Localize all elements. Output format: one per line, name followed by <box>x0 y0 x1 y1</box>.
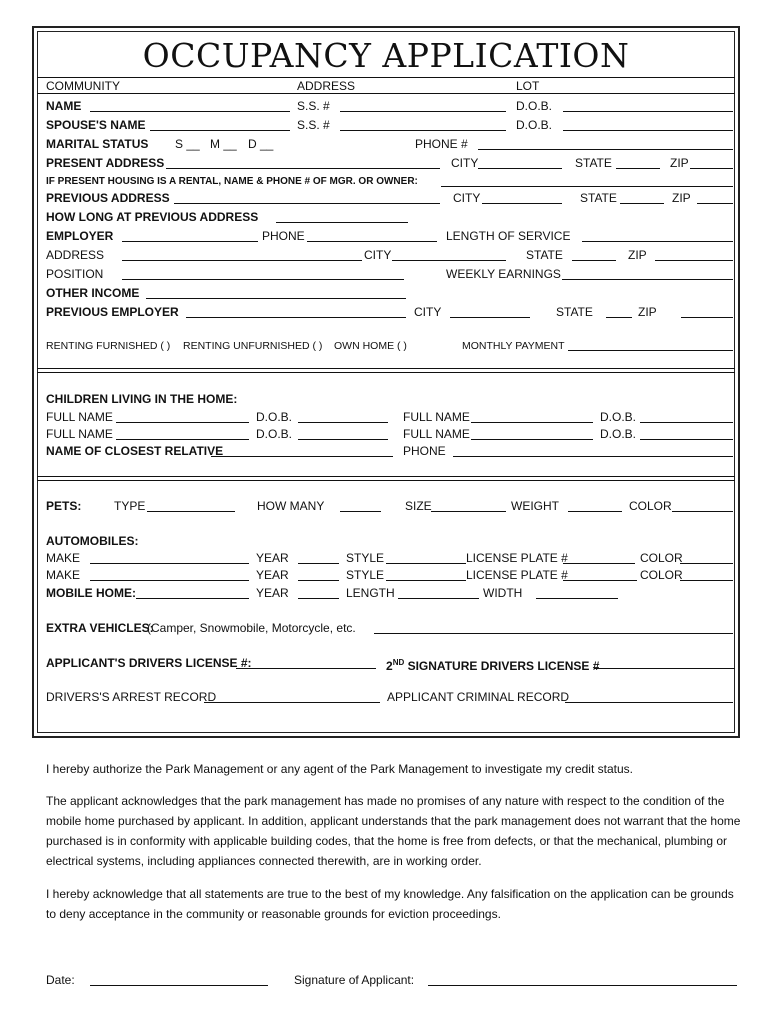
second-signature-sup: ND <box>392 658 405 667</box>
child-3-name-label: FULL NAME <box>46 427 113 441</box>
criminal-record-field[interactable] <box>565 702 733 703</box>
mobile-home-year-field[interactable] <box>298 598 339 599</box>
spouse-name-label: SPOUSE'S NAME <box>46 118 146 132</box>
employer-address-label: ADDRESS <box>46 248 105 262</box>
previous-employer-city-label: CITY <box>414 305 442 319</box>
position-field[interactable] <box>122 279 404 280</box>
auto-2-year-label: YEAR <box>256 568 289 582</box>
dob-label: D.O.B. <box>516 99 553 113</box>
signature-label: Signature of Applicant: <box>294 973 415 987</box>
pets-label: PETS: <box>46 499 82 513</box>
employer-zip-field[interactable] <box>655 260 733 261</box>
auto-2-style-field[interactable] <box>386 580 466 581</box>
position-label: POSITION <box>46 267 104 281</box>
mobile-home-width-label: WIDTH <box>483 586 523 600</box>
marital-status-label: MARITAL STATUS <box>46 137 149 151</box>
community-label: COMMUNITY <box>46 79 120 93</box>
present-zip-field[interactable] <box>690 168 733 169</box>
relative-phone-field[interactable] <box>453 456 733 457</box>
truthfulness-statement: I hereby acknowledge that all statements are true to the best of my knowledge. Any falsification on the application can be grounds to deny acceptance in the community or reasonable grounds for eviction proceedings. <box>46 887 734 921</box>
previous-city-label: CITY <box>453 191 481 205</box>
other-income-label: OTHER INCOME <box>46 286 140 300</box>
header-top-divider <box>37 77 735 78</box>
pet-weight-label: WEIGHT <box>511 499 559 513</box>
monthly-payment-field[interactable] <box>568 350 733 351</box>
previous-address-label: PREVIOUS ADDRESS <box>46 191 170 205</box>
auto-2-color-label: COLOR <box>640 568 683 582</box>
children-heading: CHILDREN LIVING IN THE HOME: <box>46 392 238 406</box>
closest-relative-label: NAME OF CLOSEST RELATIVE <box>46 444 224 458</box>
date-field[interactable] <box>90 985 268 986</box>
second-signature-rest: SIGNATURE DRIVERS LICENSE # <box>404 659 600 673</box>
length-of-service-field[interactable] <box>582 241 733 242</box>
rental-manager-field[interactable] <box>441 186 733 187</box>
mobile-home-year-label: YEAR <box>256 586 289 600</box>
child-2-dob-label: D.O.B. <box>600 410 637 424</box>
auto-1-color-field[interactable] <box>680 563 733 564</box>
child-4-dob-label: D.O.B. <box>600 427 637 441</box>
ssn-field[interactable] <box>340 111 506 112</box>
previous-address-field[interactable] <box>174 203 440 204</box>
present-city-field[interactable] <box>478 168 562 169</box>
employer-state-label: STATE <box>526 248 563 262</box>
ssn-label: S.S. # <box>297 99 330 113</box>
mobile-home-length-field[interactable] <box>398 598 479 599</box>
employer-field[interactable] <box>122 241 258 242</box>
closest-relative-field[interactable] <box>211 456 393 457</box>
pet-color-field[interactable] <box>672 511 733 512</box>
section-divider-1 <box>37 368 735 369</box>
previous-employer-zip-field[interactable] <box>681 317 733 318</box>
automobiles-heading: AUTOMOBILES: <box>46 534 139 548</box>
credit-authorization-statement: I hereby authorize the Park Management or any agent of the Park Management to investigate my credit status. <box>46 762 633 776</box>
previous-zip-field[interactable] <box>697 203 733 204</box>
date-label: Date: <box>46 973 75 987</box>
child-3-name-field[interactable] <box>116 439 249 440</box>
auto-1-year-field[interactable] <box>298 563 339 564</box>
child-3-dob-label: D.O.B. <box>256 427 293 441</box>
auto-1-plate-field[interactable] <box>563 563 635 564</box>
auto-2-make-field[interactable] <box>90 580 249 581</box>
child-2-name-label: FULL NAME <box>403 410 470 424</box>
employer-address-field[interactable] <box>122 260 362 261</box>
lot-label: LOT <box>516 79 540 93</box>
extra-vehicles-note: (Camper, Snowmobile, Motorcycle, etc. <box>147 621 356 635</box>
present-state-label: STATE <box>575 156 612 170</box>
marital-married-option[interactable]: M __ <box>210 137 237 151</box>
child-4-name-field[interactable] <box>471 439 593 440</box>
previous-employer-city-field[interactable] <box>450 317 530 318</box>
auto-2-make-label: MAKE <box>46 568 81 582</box>
renting-unfurnished-option[interactable]: RENTING UNFURNISHED ( ) <box>183 340 323 352</box>
name-field[interactable] <box>90 111 290 112</box>
previous-employer-state-field[interactable] <box>606 317 632 318</box>
previous-employer-zip-label: ZIP <box>638 305 657 319</box>
second-signature-license-label <box>386 656 599 673</box>
pet-how-many-label: HOW MANY <box>257 499 325 513</box>
auto-2-style-label: STYLE <box>346 568 385 582</box>
employer-label: EMPLOYER <box>46 229 114 243</box>
page-title: OCCUPANCY APPLICATION <box>142 36 630 75</box>
present-city-label: CITY <box>451 156 479 170</box>
length-of-service-label: LENGTH OF SERVICE <box>446 229 571 243</box>
previous-zip-label: ZIP <box>672 191 691 205</box>
spouse-ssn-field[interactable] <box>340 130 506 131</box>
section-divider-1b <box>37 372 735 373</box>
auto-2-plate-field[interactable] <box>563 580 637 581</box>
drivers-license-label: APPLICANT'S DRIVERS LICENSE #: <box>46 656 252 670</box>
employer-phone-field[interactable] <box>307 241 437 242</box>
signature-field[interactable] <box>428 985 737 986</box>
present-zip-label: ZIP <box>670 156 689 170</box>
present-state-field[interactable] <box>616 168 660 169</box>
child-1-dob-field[interactable] <box>298 422 388 423</box>
pet-size-label: SIZE <box>405 499 432 513</box>
marital-divorced-option[interactable]: D __ <box>248 137 274 151</box>
auto-1-year-label: YEAR <box>256 551 289 565</box>
child-1-name-label: FULL NAME <box>46 410 113 424</box>
child-3-dob-field[interactable] <box>298 439 388 440</box>
previous-employer-field[interactable] <box>186 317 406 318</box>
arrest-record-field[interactable] <box>204 702 380 703</box>
own-home-option[interactable]: OWN HOME ( ) <box>334 340 407 352</box>
auto-1-plate-label: LICENSE PLATE # <box>466 551 568 565</box>
present-address-field[interactable] <box>166 168 440 169</box>
condition-disclaimer-statement: The applicant acknowledges that the park management has made no promises of any nature with respect to the condition of the mobile home purchased by applicant. In addition, applicant understands that the park management does not warrant that the home purchased is in conformity with applicable building codes, that the home is free from defects, or that the mechanical, plumbing or electrical systems, including appliances connected therewith, are in working order. <box>46 794 741 868</box>
auto-2-year-field[interactable] <box>298 580 339 581</box>
auto-1-make-field[interactable] <box>90 563 249 564</box>
previous-employer-state-label: STATE <box>556 305 593 319</box>
child-1-name-field[interactable] <box>116 422 249 423</box>
mobile-home-field[interactable] <box>136 598 249 599</box>
phone-label: PHONE # <box>415 137 468 151</box>
previous-employer-label: PREVIOUS EMPLOYER <box>46 305 179 319</box>
previous-state-field[interactable] <box>620 203 664 204</box>
auto-1-make-label: MAKE <box>46 551 81 565</box>
employer-city-label: CITY <box>364 248 392 262</box>
how-long-label: HOW LONG AT PREVIOUS ADDRESS <box>46 210 259 224</box>
auto-1-color-label: COLOR <box>640 551 683 565</box>
mobile-home-length-label: LENGTH <box>346 586 395 600</box>
drivers-license-field[interactable] <box>236 668 376 669</box>
header-bottom-divider <box>37 93 735 94</box>
pet-type-field[interactable] <box>147 511 235 512</box>
arrest-record-label: DRIVERS'S ARREST RECORD <box>46 690 217 704</box>
second-signature-num: 2 <box>386 659 393 673</box>
extra-vehicles-label: EXTRA VEHICLES: <box>46 621 154 635</box>
auto-1-style-field[interactable] <box>386 563 466 564</box>
weekly-earnings-label: WEEKLY EARNINGS <box>446 267 561 281</box>
mobile-home-label: MOBILE HOME: <box>46 586 136 600</box>
spouse-dob-field[interactable] <box>563 130 733 131</box>
present-address-label: PRESENT ADDRESS <box>46 156 165 170</box>
spouse-ssn-label: S.S. # <box>297 118 330 132</box>
pet-type-label: TYPE <box>114 499 146 513</box>
child-2-name-field[interactable] <box>471 422 593 423</box>
extra-vehicles-field[interactable] <box>374 633 733 634</box>
pet-size-field[interactable] <box>431 511 506 512</box>
name-label: NAME <box>46 99 82 113</box>
pet-weight-field[interactable] <box>568 511 622 512</box>
auto-2-color-field[interactable] <box>680 580 733 581</box>
section-divider-2 <box>37 476 735 477</box>
weekly-earnings-field[interactable] <box>562 279 733 280</box>
second-signature-license-field[interactable] <box>594 668 735 669</box>
pet-color-label: COLOR <box>629 499 672 513</box>
previous-city-field[interactable] <box>482 203 562 204</box>
relative-phone-label: PHONE <box>403 444 446 458</box>
how-long-field[interactable] <box>276 222 408 223</box>
phone-field[interactable] <box>478 149 733 150</box>
spouse-name-field[interactable] <box>150 130 290 131</box>
section-divider-2b <box>37 480 735 481</box>
previous-state-label: STATE <box>580 191 617 205</box>
rental-note-label: IF PRESENT HOUSING IS A RENTAL, NAME & PHONE # OF MGR. OR OWNER: <box>46 176 418 187</box>
employer-phone-label: PHONE <box>262 229 305 243</box>
spouse-dob-label: D.O.B. <box>516 118 553 132</box>
renting-furnished-option[interactable]: RENTING FURNISHED ( ) <box>46 340 171 352</box>
dob-field[interactable] <box>563 111 733 112</box>
child-1-dob-label: D.O.B. <box>256 410 293 424</box>
employer-city-field[interactable] <box>392 260 506 261</box>
mobile-home-width-field[interactable] <box>536 598 618 599</box>
child-2-dob-field[interactable] <box>640 422 733 423</box>
child-4-name-label: FULL NAME <box>403 427 470 441</box>
auto-2-plate-label: LICENSE PLATE # <box>466 568 568 582</box>
auto-1-style-label: STYLE <box>346 551 385 565</box>
employer-state-field[interactable] <box>572 260 616 261</box>
marital-single-option[interactable]: S __ <box>175 137 200 151</box>
other-income-field[interactable] <box>146 298 406 299</box>
employer-zip-label: ZIP <box>628 248 647 262</box>
address-label: ADDRESS <box>297 79 356 93</box>
child-4-dob-field[interactable] <box>640 439 733 440</box>
monthly-payment-label: MONTHLY PAYMENT <box>462 340 565 352</box>
criminal-record-label: APPLICANT CRIMINAL RECORD <box>387 690 570 704</box>
pet-how-many-field[interactable] <box>340 511 381 512</box>
